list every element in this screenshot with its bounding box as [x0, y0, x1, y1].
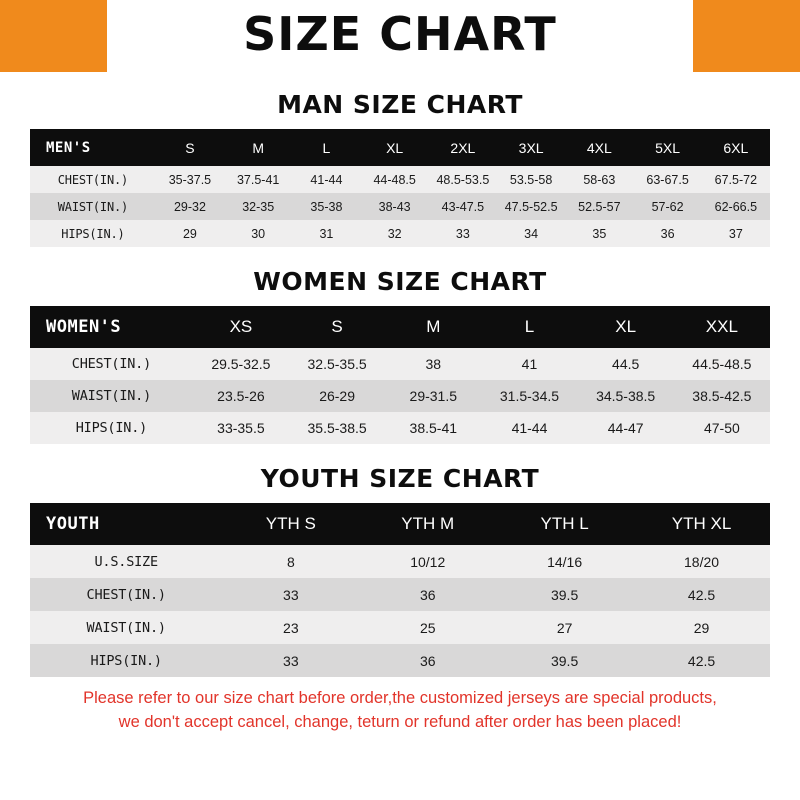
cell: 41-44 [292, 166, 360, 193]
cell: 38.5-41 [385, 412, 481, 444]
cell: 53.5-58 [497, 166, 565, 193]
men-section-title: MAN SIZE CHART [277, 90, 523, 119]
table-header-row [30, 306, 770, 348]
men-corner-label: MEN'S [30, 129, 156, 166]
cell: 43-47.5 [429, 193, 497, 220]
cell: 52.5-57 [565, 193, 633, 220]
cell: 31.5-34.5 [481, 380, 577, 412]
footer-line-2: we don't accept cancel, change, teturn or refund after order has been placed! [118, 712, 682, 731]
women-size-table [30, 306, 770, 444]
cell: 23 [222, 611, 359, 644]
row-label: WAIST(IN.) [30, 611, 222, 644]
row-label: CHEST(IN.) [30, 166, 156, 193]
footer-line-1: Please refer to our size chart before order,the customized jerseys are special products, [83, 689, 717, 707]
cell: 44-48.5 [361, 166, 429, 193]
table-row [30, 412, 770, 444]
cell: 33-35.5 [193, 412, 289, 444]
cell: 29.5-32.5 [193, 348, 289, 380]
cell: 29-31.5 [385, 380, 481, 412]
cell: 27 [496, 611, 633, 644]
women-section-title: WOMEN SIZE CHART [253, 267, 547, 296]
cell: 35.5-38.5 [289, 412, 385, 444]
cell: 29 [633, 611, 770, 644]
column-header: 4XL [565, 129, 633, 166]
cell: 47.5-52.5 [497, 193, 565, 220]
cell: 23.5-26 [193, 380, 289, 412]
row-label: CHEST(IN.) [30, 578, 222, 611]
row-label: WAIST(IN.) [30, 380, 193, 412]
cell: 42.5 [633, 644, 770, 677]
men-size-table [30, 129, 770, 247]
column-header: XS [193, 306, 289, 348]
column-header: L [292, 129, 360, 166]
table-row [30, 644, 770, 677]
row-label: HIPS(IN.) [30, 412, 193, 444]
men-size-section [0, 90, 800, 247]
table-row [30, 220, 770, 247]
table-row [30, 545, 770, 578]
youth-size-table [30, 503, 770, 677]
table-row [30, 578, 770, 611]
table-row [30, 166, 770, 193]
cell: 62-66.5 [702, 193, 770, 220]
cell: 41-44 [481, 412, 577, 444]
cell: 41 [481, 348, 577, 380]
column-header: YTH XL [633, 503, 770, 545]
cell: 32.5-35.5 [289, 348, 385, 380]
row-label: HIPS(IN.) [30, 220, 156, 247]
column-header: XL [578, 306, 674, 348]
row-label: WAIST(IN.) [30, 193, 156, 220]
cell: 31 [292, 220, 360, 247]
cell: 37.5-41 [224, 166, 292, 193]
column-header: M [385, 306, 481, 348]
column-header: YTH M [359, 503, 496, 545]
cell: 67.5-72 [702, 166, 770, 193]
cell: 47-50 [674, 412, 770, 444]
cell: 32 [361, 220, 429, 247]
cell: 39.5 [496, 644, 633, 677]
cell: 14/16 [496, 545, 633, 578]
table-row [30, 380, 770, 412]
cell: 35 [565, 220, 633, 247]
cell: 33 [222, 644, 359, 677]
cell: 34.5-38.5 [578, 380, 674, 412]
column-header: L [481, 306, 577, 348]
cell: 33 [222, 578, 359, 611]
cell: 30 [224, 220, 292, 247]
row-label: HIPS(IN.) [30, 644, 222, 677]
cell: 58-63 [565, 166, 633, 193]
column-header: YTH L [496, 503, 633, 545]
cell: 38-43 [361, 193, 429, 220]
cell: 36 [633, 220, 701, 247]
column-header: 5XL [633, 129, 701, 166]
cell: 37 [702, 220, 770, 247]
table-header-row [30, 129, 770, 166]
header-banner-inner [107, 0, 693, 72]
cell: 38.5-42.5 [674, 380, 770, 412]
cell: 25 [359, 611, 496, 644]
column-header: 3XL [497, 129, 565, 166]
cell: 44.5 [578, 348, 674, 380]
column-header: S [289, 306, 385, 348]
table-row [30, 193, 770, 220]
cell: 44-47 [578, 412, 674, 444]
cell: 42.5 [633, 578, 770, 611]
header-banner [0, 0, 800, 72]
women-size-section [0, 267, 800, 444]
page-title: SIZE CHART [243, 7, 557, 61]
cell: 32-35 [224, 193, 292, 220]
youth-section-title: YOUTH SIZE CHART [260, 464, 540, 493]
row-label: CHEST(IN.) [30, 348, 193, 380]
column-header: YTH S [222, 503, 359, 545]
cell: 35-38 [292, 193, 360, 220]
column-header: 6XL [702, 129, 770, 166]
youth-size-section [0, 464, 800, 677]
cell: 33 [429, 220, 497, 247]
table-row [30, 611, 770, 644]
column-header: XXL [674, 306, 770, 348]
cell: 63-67.5 [633, 166, 701, 193]
cell: 34 [497, 220, 565, 247]
cell: 39.5 [496, 578, 633, 611]
cell: 8 [222, 545, 359, 578]
column-header: M [224, 129, 292, 166]
women-corner-label: WOMEN'S [30, 306, 193, 348]
cell: 29-32 [156, 193, 224, 220]
cell: 10/12 [359, 545, 496, 578]
cell: 38 [385, 348, 481, 380]
cell: 26-29 [289, 380, 385, 412]
column-header: XL [361, 129, 429, 166]
cell: 57-62 [633, 193, 701, 220]
cell: 48.5-53.5 [429, 166, 497, 193]
cell: 36 [359, 578, 496, 611]
table-row [30, 348, 770, 380]
youth-corner-label: YOUTH [30, 503, 222, 545]
column-header: 2XL [429, 129, 497, 166]
footer-note [0, 677, 800, 735]
column-header: S [156, 129, 224, 166]
cell: 36 [359, 644, 496, 677]
row-label: U.S.SIZE [30, 545, 222, 578]
table-header-row [30, 503, 770, 545]
cell: 29 [156, 220, 224, 247]
cell: 35-37.5 [156, 166, 224, 193]
cell: 44.5-48.5 [674, 348, 770, 380]
cell: 18/20 [633, 545, 770, 578]
